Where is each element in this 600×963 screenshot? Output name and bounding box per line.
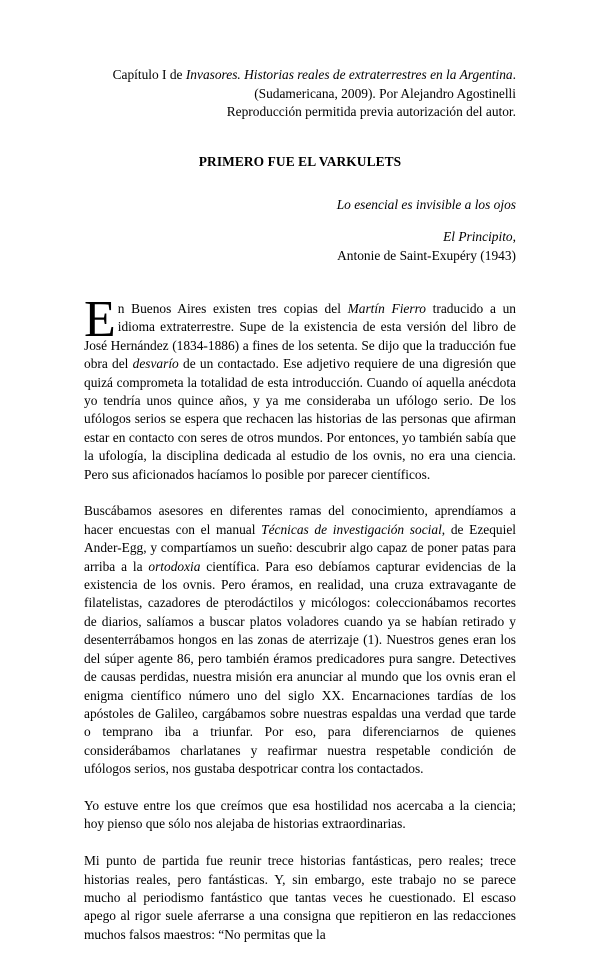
credit-line-2: (Sudamericana, 2009). Por Alejandro Agostinelli (254, 85, 516, 101)
paragraph-2 (84, 502, 516, 778)
chapter-title: PRIMERO FUE EL VARKULETS (198, 154, 402, 169)
paragraph-1 (84, 291, 516, 484)
paragraph-4: Mi punto de partida fue reunir trece historias fantásticas, pero reales; trece historias reales, pero fantásticas. Y, sin embargo, este trabajo no se parece mucho al periodismo fantástico que tantas veces he cuestionado. El escaso apego al rigor suele aferrarse a una consigna que repitieron en las redacciones muchos falsos maestros: “No permitas que la (84, 853, 516, 942)
epigraph-attribution (337, 228, 516, 265)
p2-italic-1: Técnicas de investigación social (261, 521, 442, 537)
chapter-body (84, 291, 517, 963)
p1-text-2: traducido a un idioma extraterrestre. Supe de la existencia de esta versión del libro de José Hernández (1834-1886) a fines de los setenta. Se dijo que la traducción fue obra del (84, 301, 516, 372)
p1-text-1: n Buenos Aires existen tres copias del (117, 301, 348, 316)
epigraph-author: Antonie de Saint-Exupéry (1943) (337, 247, 516, 263)
epigraph-source: El Principito (443, 229, 513, 244)
p2-text-2: , de Ezequiel Ander-Egg, y compartíamos un sueño: descubrir algo capaz de poner patas para arriba a la (84, 521, 516, 574)
epigraph-quote (337, 196, 516, 215)
credit-prefix: Capítulo I de (112, 67, 186, 82)
epigraph-source-comma: , (512, 229, 516, 244)
credit-suffix: . (512, 67, 516, 82)
paragraph-3: Yo estuve entre los que creímos que esa hostilidad nos acercaba a la ciencia; hoy pienso que sólo nos alejaba de historias extraordinarias. (84, 797, 516, 832)
drop-cap: E (84, 291, 116, 348)
p1-text-3: de un contactado. Ese adjetivo requiere de una digresión que quizá comprometa la totalidad de esta introducción. Cuando oí aquella anécdota yo tendría unos quince años, y ya me consideraba un ufólogo serio. De los ufólogos serios se espera que rechacen las historias de las personas que afirman estar en contacto con seres de otros mundos. Por entonces, yo también sabía que la ufología, la disciplina dedicada al estudio de los ovnis, no era una ciencia. Pero sus aficionados hacíamos lo posible por parecer científicos. (84, 356, 516, 482)
chapter-credit (113, 66, 516, 122)
p2-italic-2: ortodoxia (148, 558, 201, 574)
p2-text-1: Buscábamos asesores en diferentes ramas del conocimiento, aprendíamos a hacer encuestas con el manual (84, 503, 516, 537)
epigraph-quote-text: Lo esencial es invisible a los ojos (336, 197, 516, 212)
credit-line-1 (113, 66, 516, 85)
p1-italic-1: Martín Fierro (347, 301, 426, 316)
credit-line-3: Reproducción permitida previa autorización del autor. (226, 104, 516, 119)
p2-text-3: científica. Para eso debíamos capturar evidencias de la existencia de los ovnis. Pero éramos, en realidad, una cruza extravagante de filatelistas, cazadores de pterodáctilos y micólogos: coleccionábamos recortes de diarios, salíamos a buscar platos voladores cuando ya se habían retirado y desenterrábamos hongos en las zonas de aterrizaje (1). Nuestros genes eran los del súper agente 86, pero también éramos predicadores pura sangre. Detectives de causas perdidas, nuestra misión era anunciar al mundo que los ovnis eran el enigma científico número uno del siglo XX. Encarnaciones tardías de los apóstoles de Galileo, cargábamos sobre nuestras espaldas una verdad que tarde o temprano iba a triunfar. Por eso, para diferenciarnos de quienes considerábamos charlatanes y reafirmar nuestra respetable condición de ufólogos serios, nos gustaba despotricar contra los contactados. (84, 558, 517, 777)
book-title: Invasores. Historias reales de extraterrestres en la Argentina (185, 67, 513, 82)
p1-italic-2: desvarío (132, 356, 179, 372)
